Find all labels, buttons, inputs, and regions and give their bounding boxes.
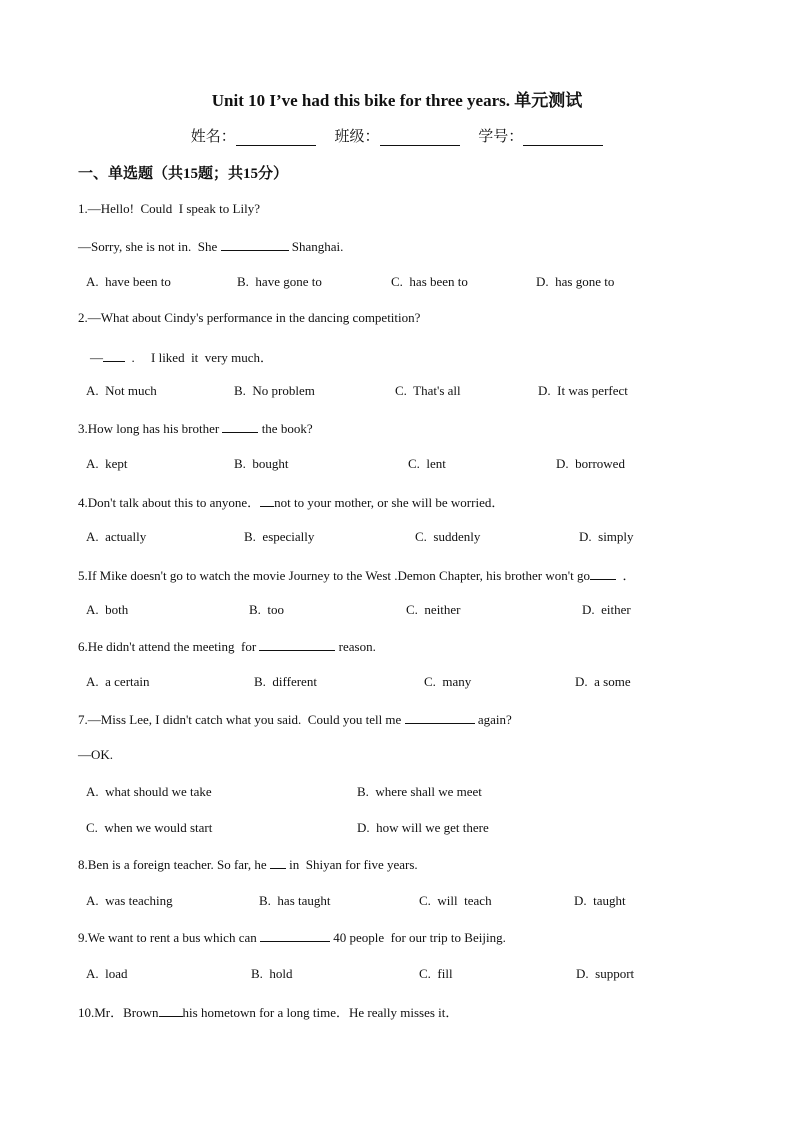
question-text: 5.If Mike doesn't go to watch the movie Journey to the West .Demon Chapter, his brother won't go: [78, 568, 590, 583]
question-text: . I liked it very much．: [125, 350, 274, 365]
question-1-stem: 1.—Hello! Could I speak to Lily?: [78, 201, 260, 216]
option-a[interactable]: A. Not much: [86, 383, 157, 398]
question-text: his hometown for a long time．He really misses it．: [182, 1005, 459, 1020]
question-text: 6.He didn't attend the meeting for: [78, 639, 260, 654]
question-text: ．: [615, 568, 636, 583]
question-text: 7.—Miss Lee, I didn't catch what you said. Could you tell me: [78, 712, 405, 727]
option-a[interactable]: A. load: [86, 966, 128, 981]
answer-blank[interactable]: [222, 420, 258, 433]
option-b[interactable]: B. has taught: [259, 893, 331, 908]
question-text: —Sorry, she is not in. She: [78, 239, 221, 254]
option-d[interactable]: D. borrowed: [556, 456, 625, 471]
question-2-stem: 2.—What about Cindy's performance in the dancing competition?: [78, 310, 421, 325]
question-text: Shanghai.: [288, 239, 344, 254]
answer-blank[interactable]: [260, 929, 330, 942]
question-text: not to your mother, or she will be worried．: [274, 495, 505, 510]
question-8-stem: [78, 856, 418, 873]
question-text: reason.: [335, 639, 376, 654]
question-text: in Shiyan for five years.: [285, 857, 418, 872]
question-text: 10.Mr．Brown: [78, 1005, 159, 1020]
question-text: again?: [474, 712, 512, 727]
option-b[interactable]: B. where shall we meet: [357, 784, 482, 799]
answer-blank[interactable]: [590, 567, 616, 580]
question-text: —: [90, 350, 103, 365]
question-text: 40 people for our trip to Beijing.: [329, 930, 506, 945]
option-b[interactable]: B. especially: [244, 529, 315, 544]
id-label: 学号：: [478, 129, 524, 145]
option-a[interactable]: A. actually: [86, 529, 147, 544]
option-d[interactable]: D. taught: [574, 893, 626, 908]
name-label: 姓名：: [190, 129, 236, 145]
option-d[interactable]: D. has gone to: [536, 274, 615, 289]
option-c[interactable]: C. will teach: [419, 893, 492, 908]
option-a[interactable]: A. was teaching: [86, 893, 173, 908]
option-b[interactable]: B. different: [254, 674, 317, 689]
question-1-line-2: [78, 238, 343, 255]
option-b[interactable]: B. have gone to: [237, 274, 322, 289]
question-4-stem: [78, 492, 504, 511]
question-6-stem: [78, 638, 376, 655]
option-d[interactable]: D. It was perfect: [538, 383, 628, 398]
option-a[interactable]: A. both: [86, 602, 129, 617]
option-c[interactable]: C. fill: [419, 966, 453, 981]
option-a[interactable]: A. kept: [86, 456, 128, 471]
option-b[interactable]: B. bought: [234, 456, 289, 471]
question-7-reply: —OK.: [78, 747, 114, 762]
answer-blank[interactable]: [270, 856, 286, 869]
option-c[interactable]: C. neither: [406, 602, 461, 617]
question-text: 9.We want to rent a bus which can: [78, 930, 260, 945]
question-2-line-2: [90, 347, 273, 366]
option-d[interactable]: D. how will we get there: [357, 820, 489, 835]
question-10-stem: [78, 1002, 458, 1021]
option-a[interactable]: A. what should we take: [86, 784, 212, 799]
option-d[interactable]: D. support: [576, 966, 635, 981]
page-title: Unit 10 I’ve had this bike for three years. 单元测试: [211, 91, 583, 110]
option-b[interactable]: B. too: [249, 602, 285, 617]
id-blank[interactable]: [523, 131, 603, 146]
name-blank[interactable]: [236, 131, 316, 146]
option-c[interactable]: C. has been to: [391, 274, 468, 289]
question-9-stem: [78, 929, 506, 946]
question-text: 8.Ben is a foreign teacher. So far, he: [78, 857, 270, 872]
answer-blank[interactable]: [159, 1004, 183, 1017]
question-7-stem: [78, 711, 512, 728]
student-info: [0, 125, 794, 146]
class-label: 班级：: [334, 129, 380, 145]
option-d[interactable]: D. simply: [579, 529, 634, 544]
option-c[interactable]: C. lent: [408, 456, 446, 471]
option-c[interactable]: C. when we would start: [86, 820, 213, 835]
answer-blank[interactable]: [103, 349, 125, 362]
answer-blank[interactable]: [259, 638, 335, 651]
option-c[interactable]: C. many: [424, 674, 472, 689]
answer-blank[interactable]: [405, 711, 475, 724]
option-c[interactable]: C. That's all: [395, 383, 461, 398]
class-blank[interactable]: [380, 131, 460, 146]
option-a[interactable]: A. a certain: [86, 674, 150, 689]
question-text: 3.How long has his brother: [78, 421, 223, 436]
answer-blank[interactable]: [221, 238, 289, 251]
answer-blank[interactable]: [260, 494, 274, 507]
question-text: 4.Don't talk about this to anyone．: [78, 495, 261, 510]
option-d[interactable]: D. either: [582, 602, 631, 617]
question-3-stem: [78, 420, 313, 437]
section-heading: 一、单选题（共15题；共15分）: [78, 166, 289, 182]
option-a[interactable]: A. have been to: [86, 274, 171, 289]
option-b[interactable]: B. hold: [251, 966, 293, 981]
option-b[interactable]: B. No problem: [234, 383, 315, 398]
option-d[interactable]: D. a some: [575, 674, 631, 689]
question-5-stem: [78, 565, 635, 584]
question-text: the book?: [258, 421, 313, 436]
option-c[interactable]: C. suddenly: [415, 529, 481, 544]
